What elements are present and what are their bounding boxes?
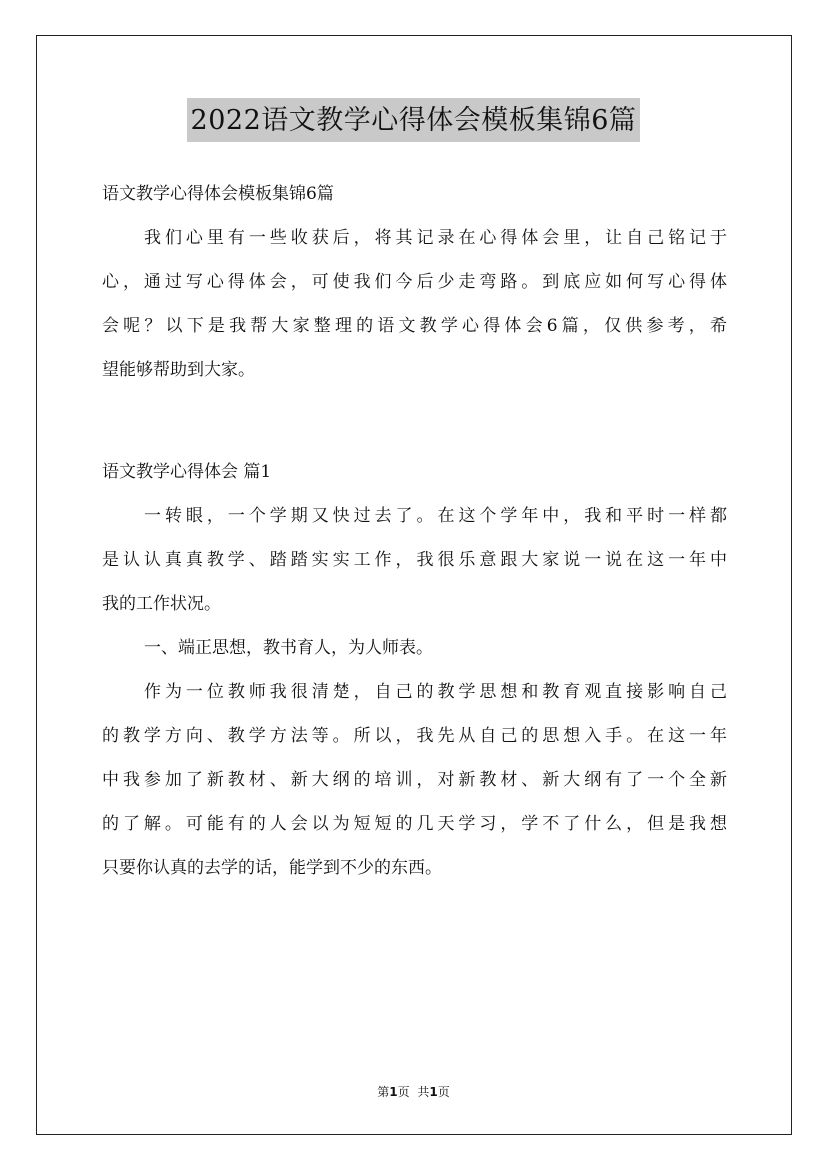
paragraph-line: 的了解。可能有的人会以为短短的几天学习，学不了什么，但是我想 bbox=[102, 814, 727, 834]
document-title: 2022语文教学心得体会模板集锦6篇 bbox=[187, 98, 641, 142]
document-subtitle: 语文教学心得体会模板集锦6篇 bbox=[102, 184, 334, 204]
total-suffix: 页 bbox=[437, 1085, 450, 1099]
paragraph-line: 作为一位教师我很清楚，自己的教学思想和教育观直接影响自己 bbox=[144, 682, 727, 702]
intro-line: 我们心里有一些收获后，将其记录在心得体会里，让自己铭记于 bbox=[144, 228, 727, 248]
page-prefix: 第 bbox=[377, 1085, 390, 1099]
intro-line: 会呢？以下是我帮大家整理的语文教学心得体会6篇，仅供参考，希 bbox=[102, 316, 727, 336]
title-wrap bbox=[0, 98, 827, 142]
page-number: 1 bbox=[389, 1085, 398, 1099]
paragraph-line: 只要你认真的去学的话，能学到不少的东西。 bbox=[102, 858, 442, 878]
page-suffix: 页 bbox=[397, 1085, 410, 1099]
section-gap bbox=[102, 392, 727, 450]
paragraph-line: 我的工作状况。 bbox=[102, 594, 221, 614]
paragraph-line: 的教学方向、教学方法等。所以，我先从自己的思想入手。在这一年 bbox=[102, 726, 727, 746]
total-pages: 1 bbox=[429, 1085, 438, 1099]
paragraph-line: 是认认真真教学、踏踏实实工作，我很乐意跟大家说一说在这一年中 bbox=[102, 550, 727, 570]
intro-line: 心，通过写心得体会，可使我们今后少走弯路。到底应如何写心得体 bbox=[102, 272, 727, 292]
section-heading: 语文教学心得体会 篇1 bbox=[102, 462, 272, 482]
document-body bbox=[102, 172, 727, 890]
intro-line: 望能够帮助到大家。 bbox=[102, 360, 255, 380]
paragraph-line: 中我参加了新教材、新大纲的培训，对新教材、新大纲有了一个全新 bbox=[102, 770, 727, 790]
total-prefix: 共 bbox=[417, 1085, 430, 1099]
page-footer bbox=[0, 1083, 827, 1100]
point-heading: 一、端正思想，教书育人，为人师表。 bbox=[144, 638, 433, 658]
paragraph-line: 一转眼，一个学期又快过去了。在这个学年中，我和平时一样都 bbox=[144, 506, 727, 526]
